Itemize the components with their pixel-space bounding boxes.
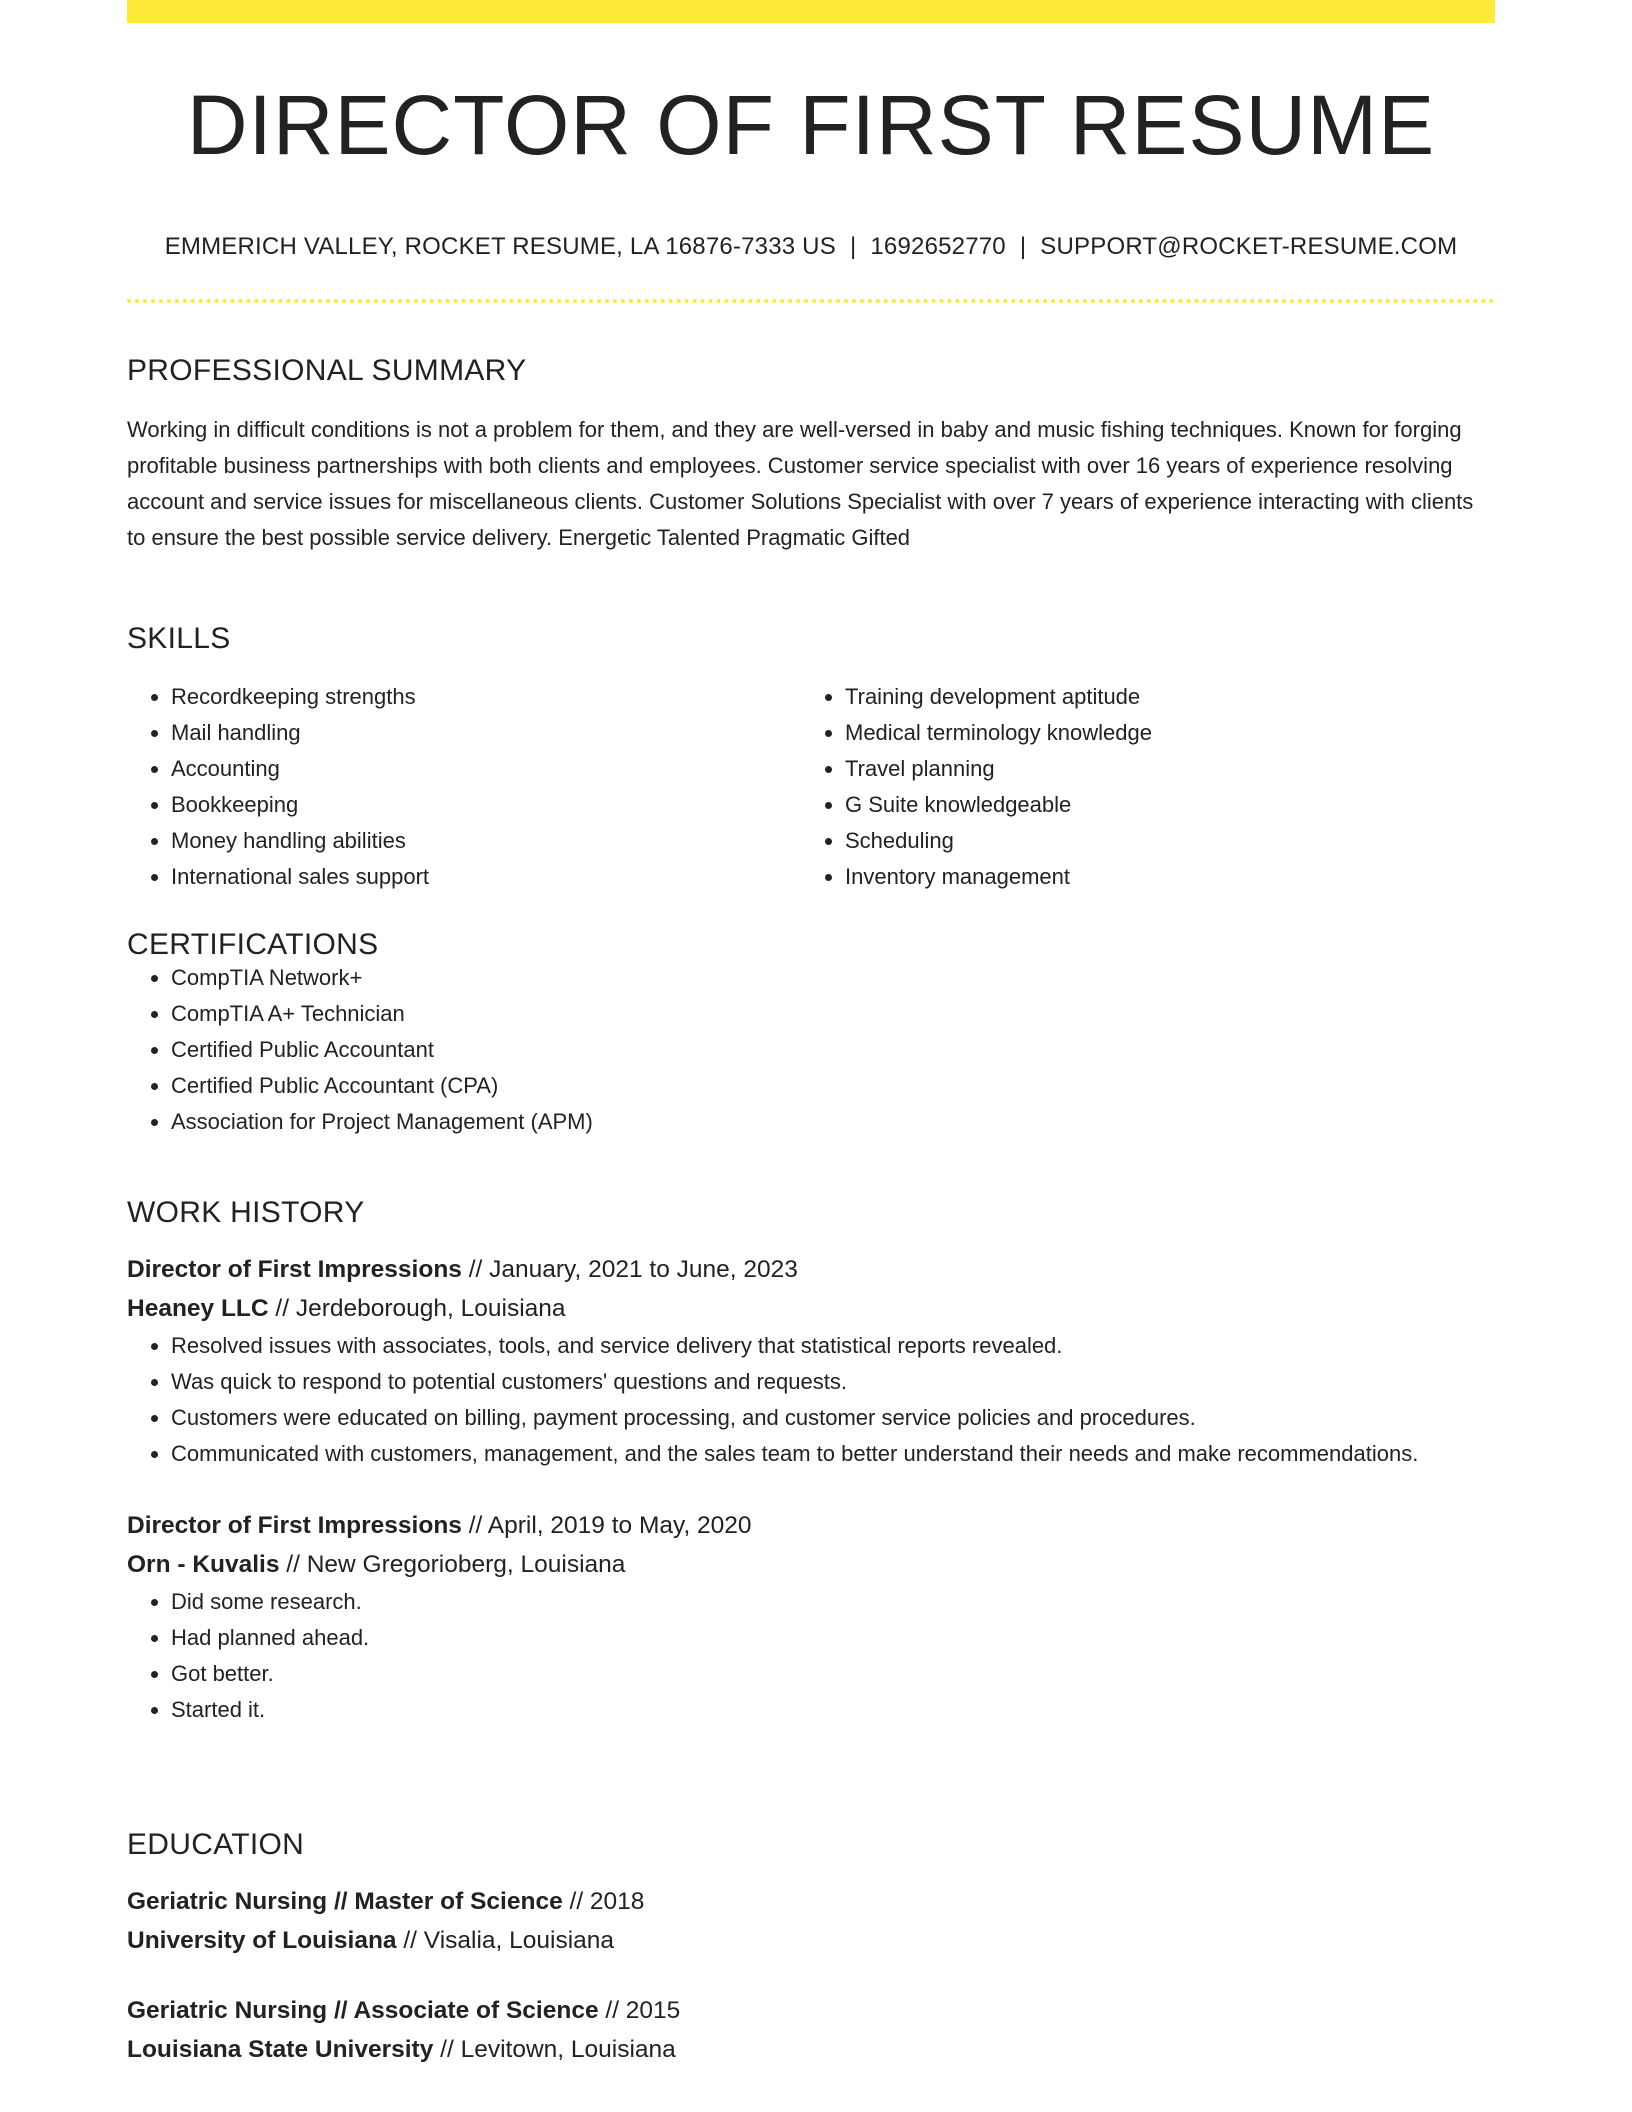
section-heading-work-history: WORK HISTORY bbox=[127, 1196, 365, 1229]
section-heading-education: EDUCATION bbox=[127, 1828, 305, 1861]
skill-item: • Bookkeeping bbox=[171, 787, 801, 823]
education-school-line bbox=[127, 2030, 1495, 2069]
skills-list-left bbox=[127, 679, 801, 895]
certifications-section bbox=[127, 930, 1495, 1140]
header-divider bbox=[127, 299, 1495, 303]
skills-section bbox=[127, 624, 1495, 895]
job-company: Heaney LLC bbox=[127, 1295, 269, 1322]
education-degree-line bbox=[127, 1882, 1495, 1921]
job-company-line bbox=[127, 1289, 1495, 1328]
education-location: // Levitown, Louisiana bbox=[433, 2036, 676, 2063]
skill-item: • Accounting bbox=[171, 751, 801, 787]
job-location: // Jerdeborough, Louisiana bbox=[268, 1295, 566, 1322]
certification-item: • Certified Public Accountant (CPA) bbox=[171, 1068, 1495, 1104]
skill-item: • Recordkeeping strengths bbox=[171, 679, 801, 715]
skill-item: • G Suite knowledgeable bbox=[845, 787, 1475, 823]
certification-item: • CompTIA Network+ bbox=[171, 960, 1495, 996]
education-year: // 2018 bbox=[562, 1888, 645, 1915]
resume-page bbox=[127, 0, 1495, 2063]
section-heading-certifications: CERTIFICATIONS bbox=[127, 928, 379, 961]
job-duty: • Started it. bbox=[171, 1692, 1495, 1728]
education-school: University of Louisiana bbox=[127, 1927, 397, 1954]
education-year: // 2015 bbox=[598, 1997, 681, 2024]
skills-column-right bbox=[801, 679, 1475, 895]
education-school-line bbox=[127, 1921, 1495, 1960]
education-entry bbox=[127, 1991, 1495, 2069]
job-title-line bbox=[127, 1506, 1495, 1545]
education-degree: Geriatric Nursing // Associate of Science bbox=[127, 1997, 599, 2024]
job-title: Director of First Impressions bbox=[127, 1512, 462, 1539]
education-section bbox=[127, 1830, 1495, 2069]
skills-column-left bbox=[127, 679, 801, 895]
skill-item: • Inventory management bbox=[845, 859, 1475, 895]
summary-section bbox=[127, 356, 1495, 556]
education-degree: Geriatric Nursing // Master of Science bbox=[127, 1888, 563, 1915]
job-duty: • Was quick to respond to potential customers' questions and requests. bbox=[171, 1364, 1495, 1400]
job-location: // New Gregorioberg, Louisiana bbox=[279, 1551, 626, 1578]
job-duty: • Communicated with customers, management, and the sales team to better understand their needs and make recommendations. bbox=[171, 1436, 1495, 1472]
job-duties-list bbox=[127, 1584, 1495, 1728]
contact-separator: | bbox=[1019, 233, 1027, 260]
skill-item: • Money handling abilities bbox=[171, 823, 801, 859]
certification-item: • Association for Project Management (APM) bbox=[171, 1104, 1495, 1140]
contact-line bbox=[127, 235, 1495, 259]
education-location: // Visalia, Louisiana bbox=[396, 1927, 615, 1954]
accent-top-bar bbox=[127, 0, 1495, 23]
skill-item: • International sales support bbox=[171, 859, 801, 895]
certifications-list bbox=[127, 960, 1495, 1140]
job-dates: // April, 2019 to May, 2020 bbox=[461, 1512, 752, 1539]
education-school: Louisiana State University bbox=[127, 2036, 434, 2063]
skill-item: • Travel planning bbox=[845, 751, 1475, 787]
job-company-line bbox=[127, 1545, 1495, 1584]
job-duty: • Customers were educated on billing, payment processing, and customer service policies and procedures. bbox=[171, 1400, 1495, 1436]
skill-item: • Mail handling bbox=[171, 715, 801, 751]
summary-text: Working in difficult conditions is not a problem for them, and they are well-versed in baby and music fishing techniques. Known for forging profitable business partnerships with both clients and employees. Customer service specialist with over 16 years of experience resolving account and service issues for miscellaneous clients. Customer Solutions Specialist with over 7 years of experience interacting with clients to ensure the best possible service delivery. Energetic Talented Pragmatic Gifted bbox=[127, 417, 1474, 550]
job-duties-list bbox=[127, 1328, 1495, 1472]
job-dates: // January, 2021 to June, 2023 bbox=[461, 1256, 798, 1283]
section-heading-skills: SKILLS bbox=[127, 622, 231, 655]
work-history-section bbox=[127, 1198, 1495, 1728]
skill-item: • Training development aptitude bbox=[845, 679, 1475, 715]
skill-item: • Scheduling bbox=[845, 823, 1475, 859]
certification-item: • CompTIA A+ Technician bbox=[171, 996, 1495, 1032]
job-duty: • Got better. bbox=[171, 1656, 1495, 1692]
contact-address: EMMERICH VALLEY, ROCKET RESUME, LA 16876-7333 US bbox=[164, 233, 836, 260]
contact-email: SUPPORT@ROCKET-RESUME.COM bbox=[1040, 233, 1458, 260]
job-duty: • Resolved issues with associates, tools, and service delivery that statistical reports revealed. bbox=[171, 1328, 1495, 1364]
job-entry bbox=[127, 1250, 1495, 1472]
resume-name: DIRECTOR OF FIRST RESUME bbox=[186, 78, 1436, 172]
job-entry bbox=[127, 1506, 1495, 1728]
skills-grid bbox=[127, 679, 1495, 895]
education-entry bbox=[127, 1882, 1495, 1960]
certification-item: • Certified Public Accountant bbox=[171, 1032, 1495, 1068]
skills-list-right bbox=[801, 679, 1475, 895]
section-heading-summary: PROFESSIONAL SUMMARY bbox=[127, 354, 527, 387]
skill-item: • Medical terminology knowledge bbox=[845, 715, 1475, 751]
contact-phone: 1692652770 bbox=[870, 233, 1006, 260]
contact-separator: | bbox=[849, 233, 857, 260]
job-duty: • Had planned ahead. bbox=[171, 1620, 1495, 1656]
job-company: Orn - Kuvalis bbox=[127, 1551, 280, 1578]
job-duty: • Did some research. bbox=[171, 1584, 1495, 1620]
job-title: Director of First Impressions bbox=[127, 1256, 462, 1283]
education-degree-line bbox=[127, 1991, 1495, 2030]
job-title-line bbox=[127, 1250, 1495, 1289]
